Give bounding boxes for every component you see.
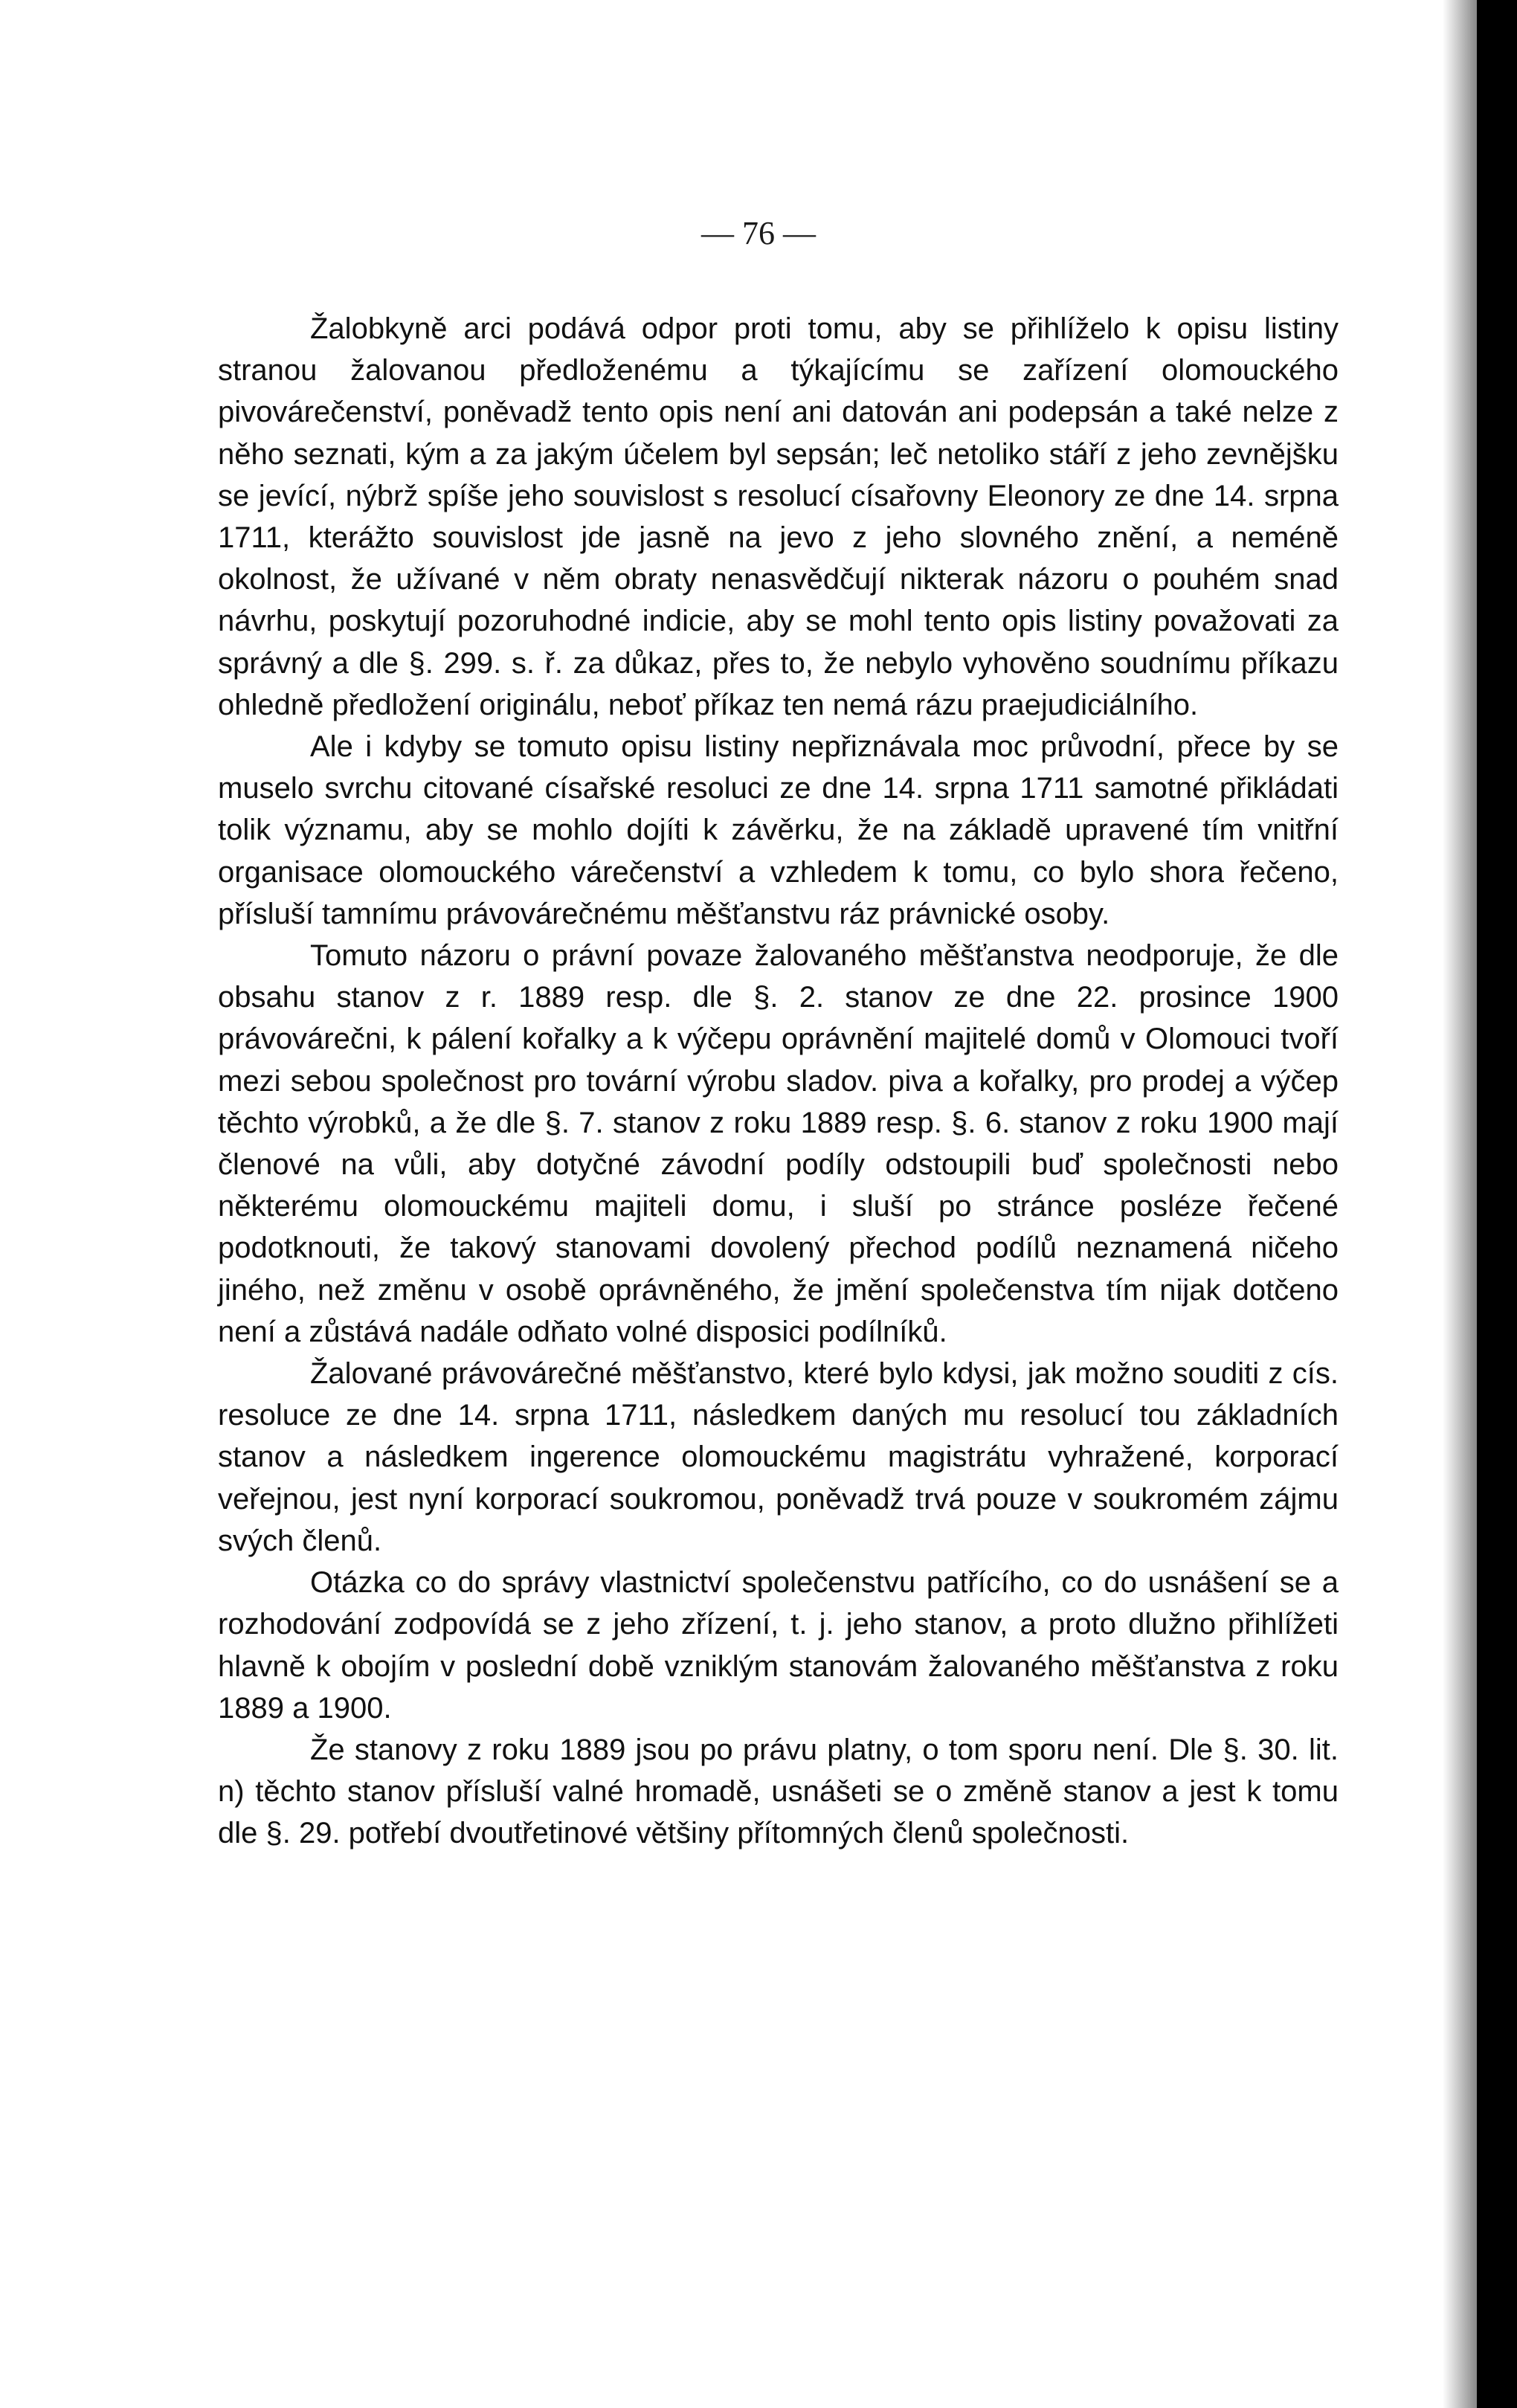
paragraph-2: Ale i kdyby se tomuto opisu listiny nepřiznávala moc průvodní, přece by se muselo svrchu citované císařské resoluci ze dne 14. srpna 1711 samotné přikládati tolik významu, aby se mohlo dojíti k závěrku, že na základě upravené tím vnitřní organisace olomouckého várečenství a vzhledem k tomu, co bylo shora řečeno, přísluší tamnímu právovárečnému měšťanstvu ráz právnické osoby. — [218, 730, 1339, 930]
paragraph-6: Že stanovy z roku 1889 jsou po právu platny, o tom sporu není. Dle §. 30. lit. n) těchto stanov přísluší valné hromadě, usnášeti se o změně stanov a jest k tomu dle §. 29. potřebí dvoutřetinové většiny přítomných členů společnosti. — [218, 1733, 1339, 1850]
page-edge-shadow — [1443, 0, 1477, 2408]
paragraph-1: Žalobkyně arci podává odpor proti tomu, aby se přihlíželo k opisu listiny stranou žalovanou předloženému a týkajícímu se zařízení olomouckého pivovárečenství, poněvadž tento opis není ani datován ani podepsán a také nelze z něho seznati, kým a za jakým účelem byl sepsán; leč netoliko stáří z jeho zevnějšku se jevící, nýbrž spíše jeho souvislost s resolucí císařovny Eleonory ze dne 14. srpna 1711, kterážto souvislost jde jasně na jevo z jeho slovného znění, a neméně okolnost, že užívané v něm obraty nenasvědčují nikterak názoru o pouhém snad návrhu, poskytují pozoruhodné indicie, aby se mohl tento opis listiny považovati za správný a dle §. 299. s. ř. za důkaz, přes to, že nebylo vyhověno soudnímu příkazu ohledně předložení originálu, neboť příkaz ten nemá rázu praejudiciálního. — [218, 312, 1339, 721]
paragraph-3: Tomuto názoru o právní povaze žalovaného měšťanstva neodporuje, že dle obsahu stanov z r. 1889 resp. dle §. 2. stanov ze dne 22. prosince 1900 právovárečni, k pálení kořalky a k výčepu oprávnění majitelé domů v Olomouci tvoří mezi sebou společnost pro tovární výrobu sladov. piva a kořalky, pro prodej a výčep těchto výrobků, a že dle §. 7. stanov z roku 1889 resp. §. 6. stanov z roku 1900 mají členové na vůli, aby dotyčné závodní podíly odstoupili buď společnosti nebo některému olomouckému majiteli domu, i sluší po stránce posléze řečené podotknouti, že takový stanovami dovolený přechod podílů neznamená ničeho jiného, než změnu v osobě oprávněného, že jmění společenstva tím nijak dotčeno není a zůstává nadále odňato volné disposici podílníků. — [218, 939, 1339, 1348]
page-number: — 76 — — [701, 215, 816, 251]
paragraph-5: Otázka co do správy vlastnictví společenstvu patřícího, co do usnášení se a rozhodování zodpovídá se z jeho zřízení, t. j. jeho stanov, a proto dlužno přihlížeti hlavně k obojím v poslední době vzniklým stanovám žalovaného měšťanstva z roku 1889 a 1900. — [218, 1566, 1339, 1725]
body-text — [218, 308, 1339, 1855]
paragraph-4: Žalované právovárečné měšťanstvo, které bylo kdysi, jak možno souditi z cís. resoluce ze dne 14. srpna 1711, následkem daných mu resolucí tou základních stanov a následkem ingerence olomouckému magistrátu vyhražené, korporací veřejnou, jest nyní korporací soukromou, poněvadž trvá pouze v soukromém zájmu svých členů. — [218, 1357, 1339, 1557]
